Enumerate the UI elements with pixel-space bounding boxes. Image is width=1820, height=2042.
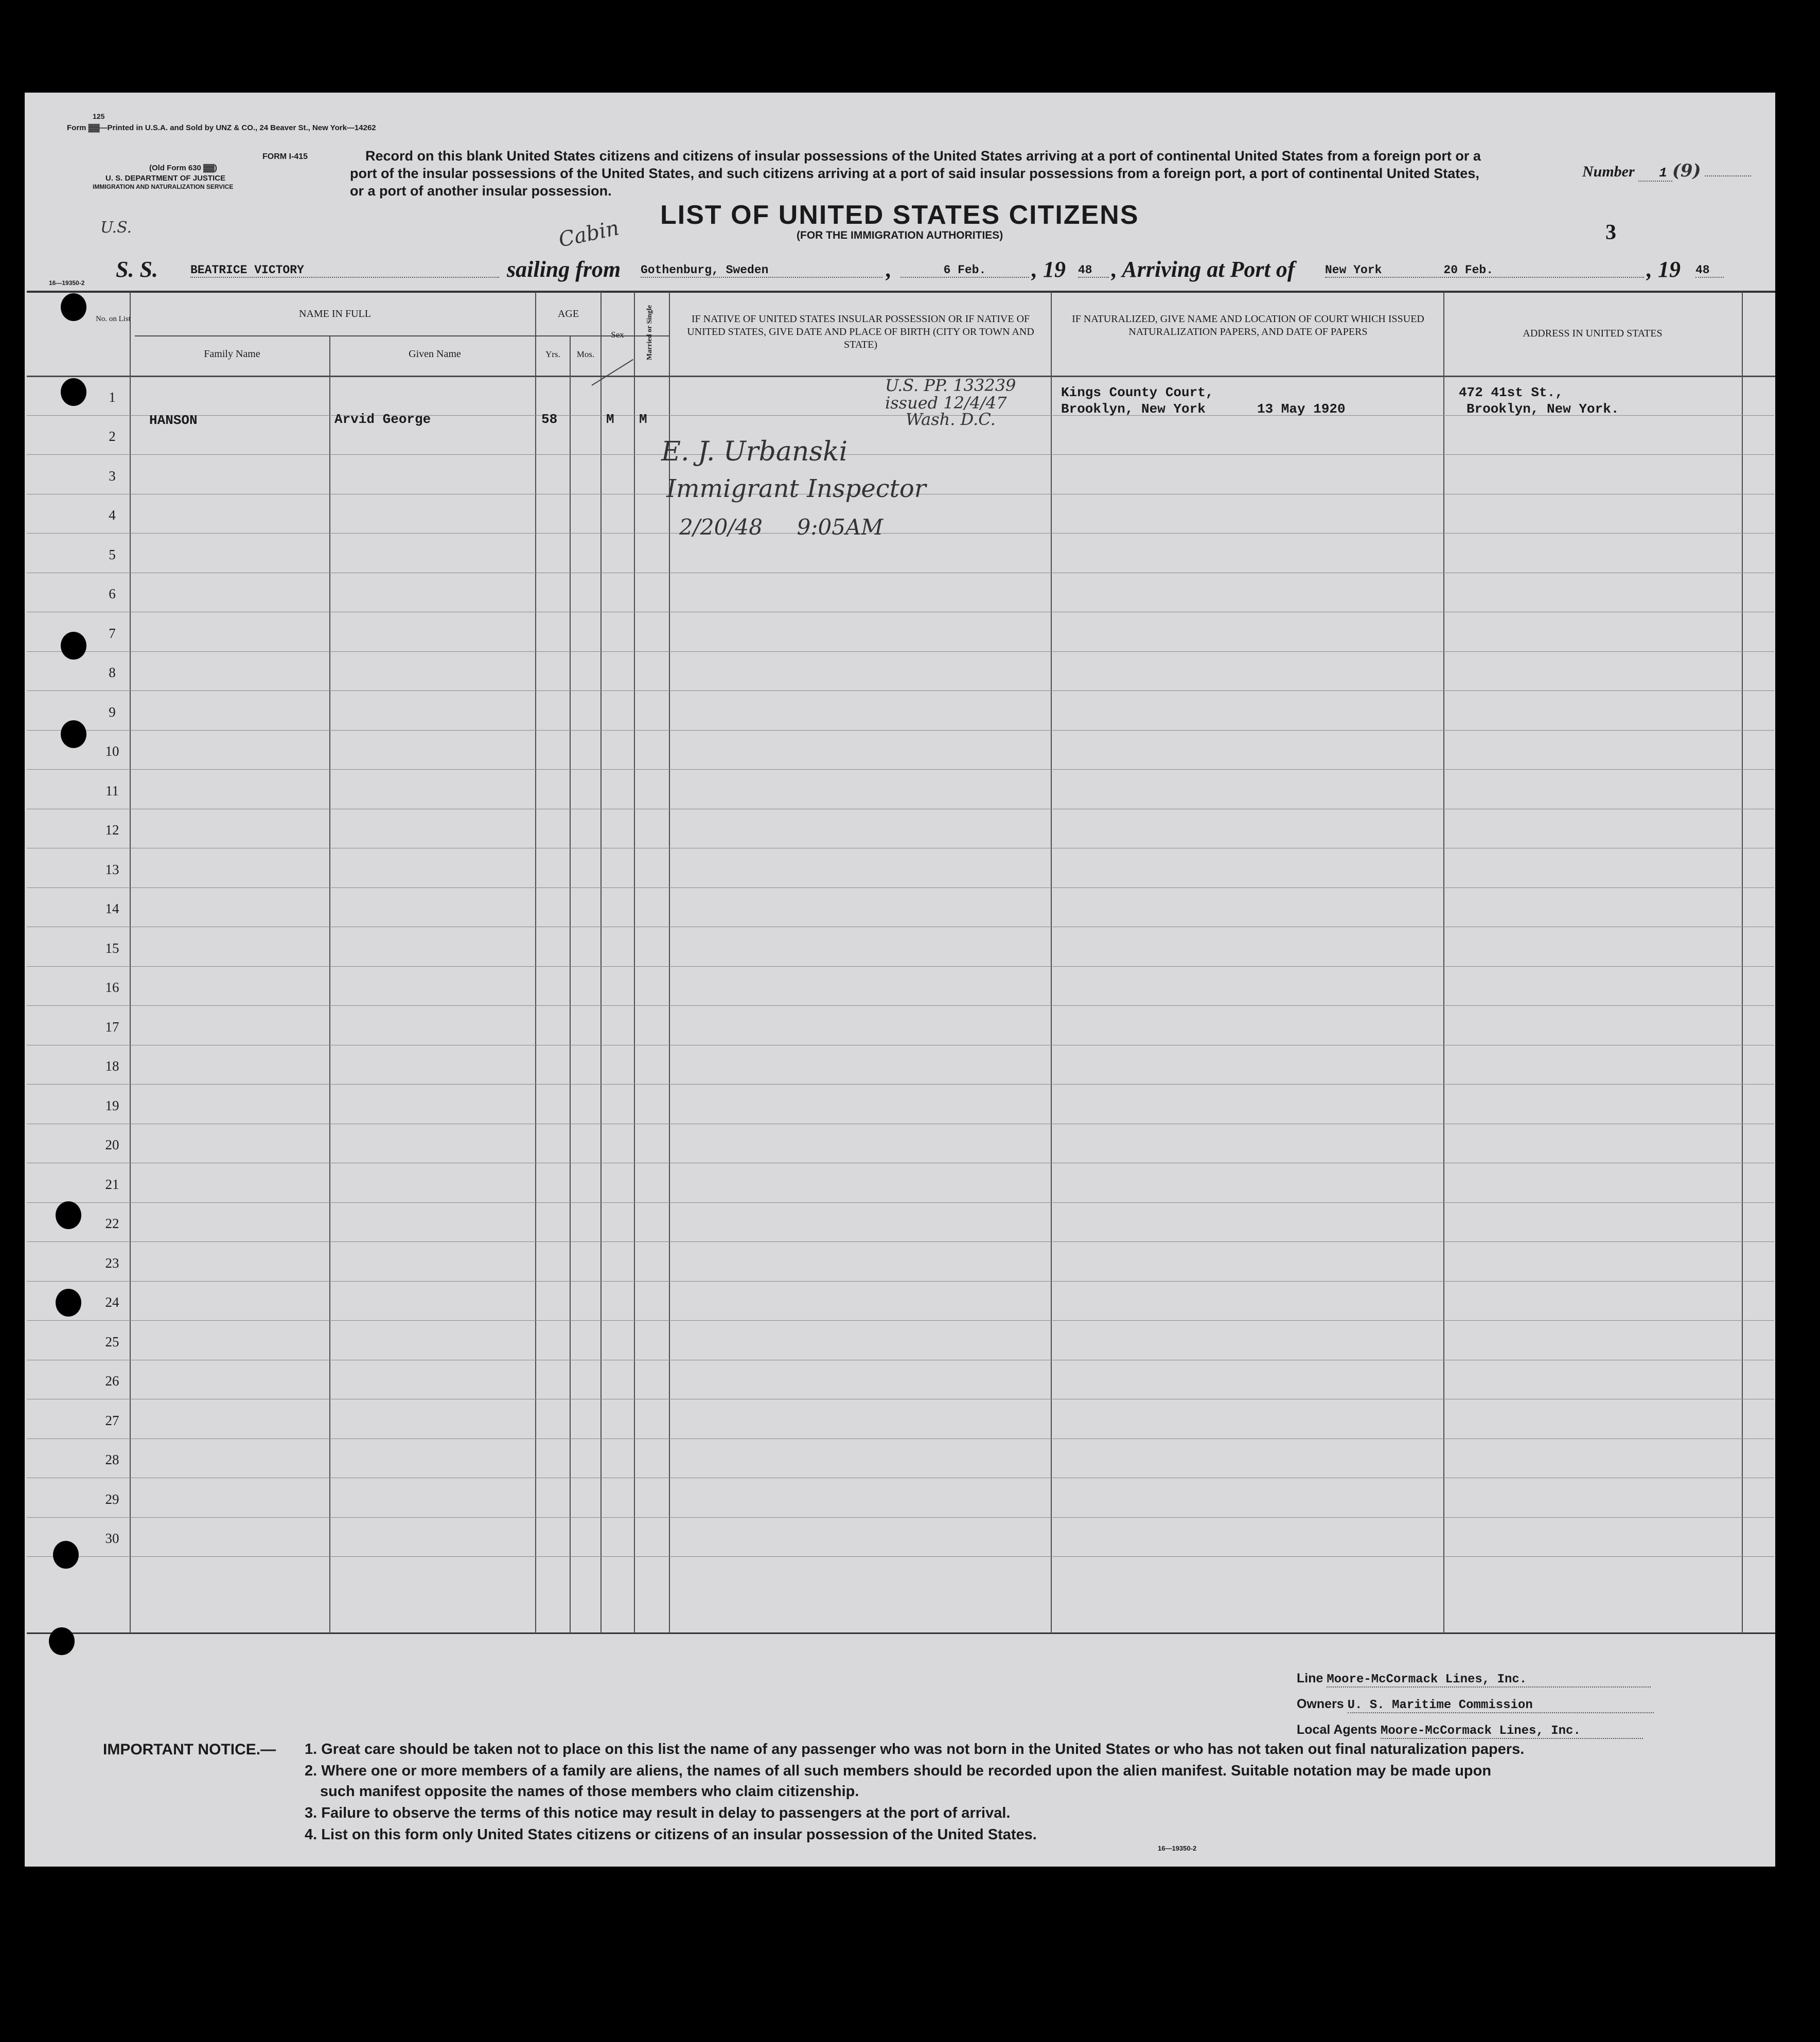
department: U. S. DEPARTMENT OF JUSTICE (105, 174, 226, 183)
punch-hole (61, 378, 86, 406)
entry-family-name: HANSON (149, 413, 198, 428)
row-number: 18 (105, 1058, 119, 1074)
departure-port: Gothenburg, Sweden (641, 263, 882, 278)
entry-given-name: Arvid George (334, 412, 431, 427)
ss-prefix-hand: U.S. (100, 219, 132, 237)
arrival-port (1325, 263, 1644, 278)
row-number: 23 (105, 1255, 119, 1271)
notice-1: 1. Great care should be taken not to place on this list the name of any passenger who was not born in the United States or who has not taken out final naturalization papers. (305, 1741, 1525, 1757)
class-hand: Cabin (556, 216, 622, 252)
service: IMMIGRATION AND NATURALIZATION SERVICE (93, 183, 234, 190)
row-line (27, 1241, 1774, 1242)
row-line (27, 454, 1774, 455)
year-prefix-1-text: 19 (1043, 257, 1066, 282)
header-native: IF NATIVE OF UNITED STATES INSULAR POSSESSION OR IF NATIVE OF UNITED STATES, GIVE DATE AND PLACE OF BIRTH (CITY OR TOWN AND STATE) (687, 313, 1034, 350)
punch-hole (49, 1627, 75, 1655)
number-value: 1 (1638, 165, 1672, 182)
year-prefix-1: , 19 (1032, 257, 1066, 282)
entry-court-date: 13 May 1920 (1257, 401, 1346, 417)
sheet-number: 3 (1605, 221, 1616, 244)
row-number: 27 (105, 1413, 119, 1428)
row-number: 21 (105, 1177, 119, 1192)
page-subtitle: (FOR THE IMMIGRATION AUTHORITIES) (797, 229, 1003, 241)
notice-2a: 2. Where one or more members of a family are aliens, the names of all such members should be recorded upon the alien manifest. Suitable notation may be made upon (305, 1763, 1492, 1779)
header-family-name: Family Name (204, 348, 260, 360)
row-number: 5 (109, 547, 116, 562)
header-naturalized: IF NATURALIZED, GIVE NAME AND LOCATION OF COURT WHICH ISSUED NATURALIZATION PAPERS, AND DATE OF PAPERS (1072, 313, 1424, 338)
row-number: 26 (105, 1373, 119, 1389)
entry-passport-1: U.S. PP. 133239 (885, 376, 1016, 395)
page-title: LIST OF UNITED STATES CITIZENS (660, 200, 1139, 230)
agents-value: Moore-McCormack Lines, Inc. (1381, 1724, 1643, 1739)
row-number: 22 (105, 1216, 119, 1231)
sailing-from-label: sailing from (507, 257, 621, 282)
row-line (27, 1281, 1774, 1282)
row-number: 6 (109, 586, 116, 601)
header-yrs: Yrs. (545, 349, 560, 359)
arriving-label-text: Arriving at Port of (1122, 257, 1295, 282)
number-hand: (9) (1672, 161, 1701, 181)
year-prefix-2: , 19 (1647, 257, 1681, 282)
row-line (27, 1517, 1774, 1518)
footer-owners (1297, 1697, 1654, 1713)
year-prefix-2-text: 19 (1658, 257, 1681, 282)
row-line (27, 1202, 1774, 1203)
punch-hole (61, 632, 86, 660)
entry-sex: M (606, 412, 614, 427)
owners-label: Owners (1297, 1697, 1344, 1711)
punch-hole (56, 1201, 81, 1229)
form-label: FORM I-415 (262, 152, 308, 161)
row-number: 4 (109, 507, 116, 523)
row-line (27, 966, 1774, 967)
inspector-datetime: 2/20/48 9:05AM (679, 514, 884, 540)
departure-date: 6 Feb. (900, 263, 1029, 278)
arrival-year: 48 (1695, 263, 1724, 278)
row-number: 7 (109, 626, 116, 641)
printer-line: Form ▓▓—Printed in U.S.A. and Sold by UNZ & CO., 24 Beaver St., New York—14262 (67, 123, 376, 132)
row-number: 20 (105, 1137, 119, 1152)
number-label: Number (1582, 163, 1635, 180)
entry-address-2: Brooklyn, New York. (1466, 401, 1619, 417)
row-number: 29 (105, 1491, 119, 1507)
notice-4: 4. List on this form only United States citizens or citizens of an insular possession of the United States. (305, 1826, 1037, 1843)
entry-court-1: Kings County Court, (1061, 385, 1214, 400)
header-address: ADDRESS IN UNITED STATES (1523, 328, 1663, 339)
row-number: 28 (105, 1452, 119, 1467)
header-age: AGE (557, 308, 579, 319)
entry-address-1: 472 41st St., (1459, 385, 1563, 400)
row-line (27, 1005, 1774, 1006)
departure-year: 48 (1078, 263, 1109, 278)
notice-title: IMPORTANT NOTICE.— (103, 1741, 276, 1758)
entry-court-2: Brooklyn, New York (1061, 401, 1206, 417)
row-number: 9 (109, 704, 116, 720)
row-number: 13 (105, 862, 119, 877)
top-number: 125 (93, 112, 105, 120)
row-number: 1 (109, 389, 116, 405)
row-number: 11 (105, 783, 119, 798)
row-line (27, 1556, 1774, 1557)
punch-hole (61, 720, 86, 748)
notice-3: 3. Failure to observe the terms of this notice may result in delay to passengers at the port of arrival. (305, 1805, 1011, 1821)
row-line (27, 1084, 1774, 1085)
row-line (27, 769, 1774, 770)
row-number: 16 (105, 980, 119, 995)
row-number: 15 (105, 940, 119, 956)
row-number: 10 (105, 743, 119, 759)
bottom-code: 16—19350-2 (1158, 1844, 1197, 1852)
entry-marital: M (639, 412, 647, 427)
line-value: Moore-McCormack Lines, Inc. (1327, 1673, 1651, 1688)
entry-age-yrs: 58 (541, 412, 558, 427)
row-line (27, 887, 1774, 888)
row-line (27, 1320, 1774, 1321)
header-mos: Mos. (576, 349, 595, 359)
header-sex: Sex (611, 330, 624, 340)
line-label: Line (1297, 1671, 1323, 1685)
arrival-port-text: New York (1325, 263, 1382, 277)
ship-name: BEATRICE VICTORY (190, 263, 499, 278)
row-number: 3 (109, 468, 116, 484)
comma-1: , (886, 257, 892, 282)
entry-passport-3: Wash. D.C. (906, 410, 996, 429)
row-number: 12 (105, 822, 119, 838)
punch-hole (53, 1541, 79, 1569)
footer-agents (1297, 1723, 1643, 1739)
number-field (1582, 161, 1751, 181)
punch-hole (61, 293, 86, 321)
agents-label: Local Agents (1297, 1723, 1377, 1737)
arriving-label: , Arriving at Port of (1111, 257, 1295, 282)
ss-label: S. S. (116, 257, 158, 282)
row-number: 19 (105, 1098, 119, 1113)
inspector-name: E. J. Urbanski (661, 436, 848, 467)
row-line (27, 533, 1774, 534)
row-number: 8 (109, 665, 116, 680)
row-line (27, 651, 1774, 652)
old-form: (Old Form 630 ▓▓) (149, 164, 217, 172)
row-number: 2 (109, 429, 116, 444)
row-number: 14 (105, 901, 119, 916)
header-married-single: Married or Single (646, 305, 653, 360)
row-number: 17 (105, 1019, 119, 1035)
header-name-in-full: NAME IN FULL (299, 308, 371, 319)
notice-2b: such manifest opposite the names of those members who claim citizenship. (320, 1783, 859, 1800)
row-number: 30 (105, 1531, 119, 1546)
row-line (27, 690, 1774, 691)
header-no-on-list: No. on List (96, 315, 131, 323)
entry-passport-2: issued 12/4/47 (885, 393, 1007, 413)
row-number: 25 (105, 1334, 119, 1350)
header-given-name: Given Name (409, 348, 461, 360)
instructions: Record on this blank United States citizens and citizens of insular possessions of the United States arriving at a port of continental United States from a foreign port or a port of the insular possessions of the United States, and such citizens arriving at a port of said insular possessions from a foreign port, a port of continental United States, or a port of another insular possession. (350, 148, 1481, 199)
row-number: 24 (105, 1294, 119, 1310)
inspector-title: Immigrant Inspector (666, 474, 926, 503)
row-line (27, 730, 1774, 731)
arrival-date: 20 Feb. (1443, 263, 1494, 277)
owners-value: U. S. Maritime Commission (1348, 1698, 1654, 1713)
side-code: 16—19350-2 (49, 279, 85, 287)
punch-hole (56, 1289, 81, 1317)
footer-line (1297, 1671, 1651, 1688)
